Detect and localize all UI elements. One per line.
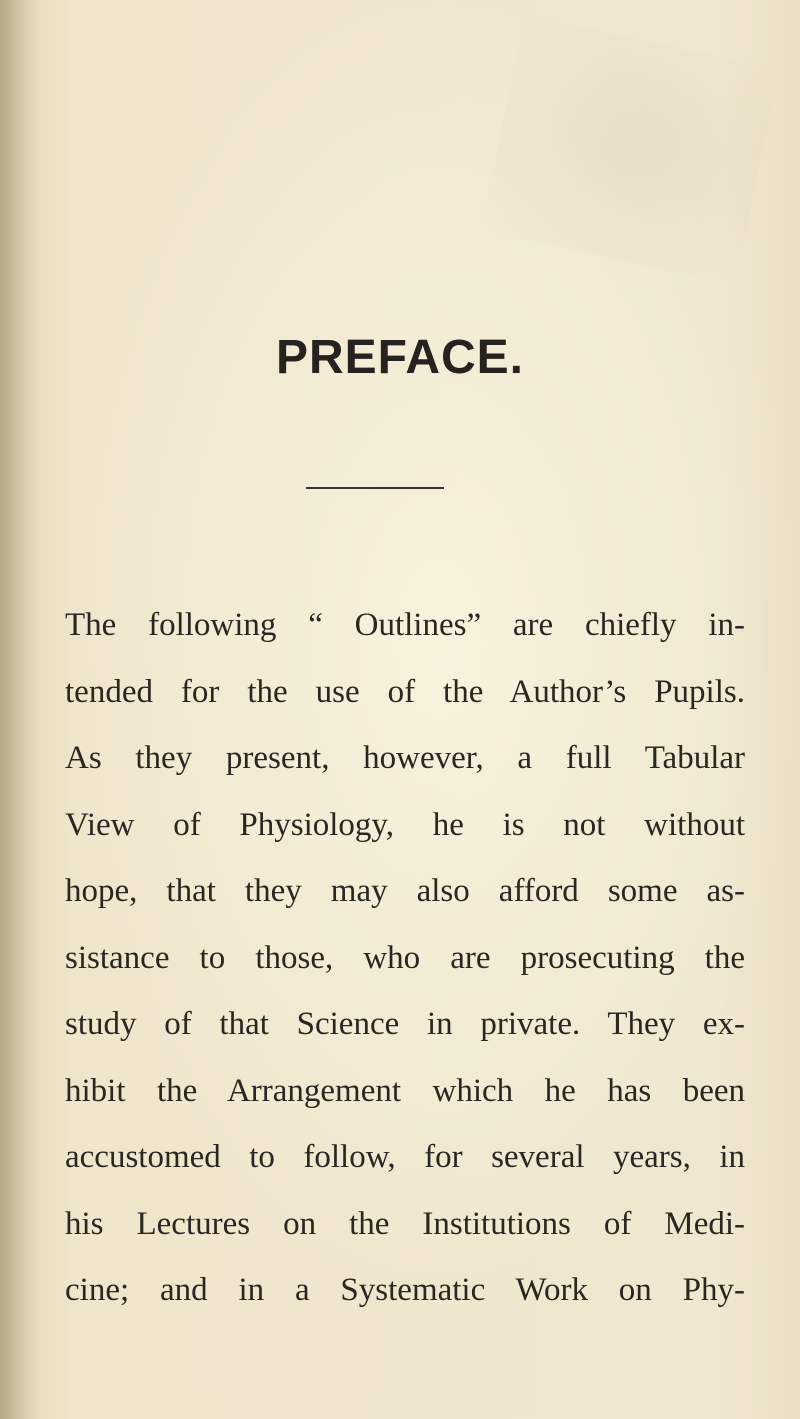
text-line: his Lectures on the Institutions of Medi- [65, 1205, 745, 1242]
ink-bleed-through [480, 15, 780, 284]
title-divider [306, 487, 444, 489]
text-line: The following “ Outlines” are chiefly in- [65, 607, 745, 643]
text-line: hope, that they may also afford some as- [65, 873, 745, 909]
preface-body [65, 592, 745, 1324]
text-line: tended for the use of the Author’s Pupils. [65, 673, 745, 710]
gutter-shadow [0, 0, 38, 1419]
text-line: hibit the Arrangement which he has been [65, 1072, 745, 1109]
text-line: accustomed to follow, for several years, in [65, 1139, 745, 1175]
text-line: sistance to those, who are prosecuting the [65, 939, 745, 976]
text-line: study of that Science in private. They ex- [65, 1006, 745, 1042]
text-line: View of Physiology, he is not without [65, 806, 745, 843]
text-line: cine; and in a Systematic Work on Phy- [65, 1272, 745, 1308]
text-line: As they present, however, a full Tabular [65, 740, 745, 776]
page-title: PREFACE. [275, 331, 525, 384]
